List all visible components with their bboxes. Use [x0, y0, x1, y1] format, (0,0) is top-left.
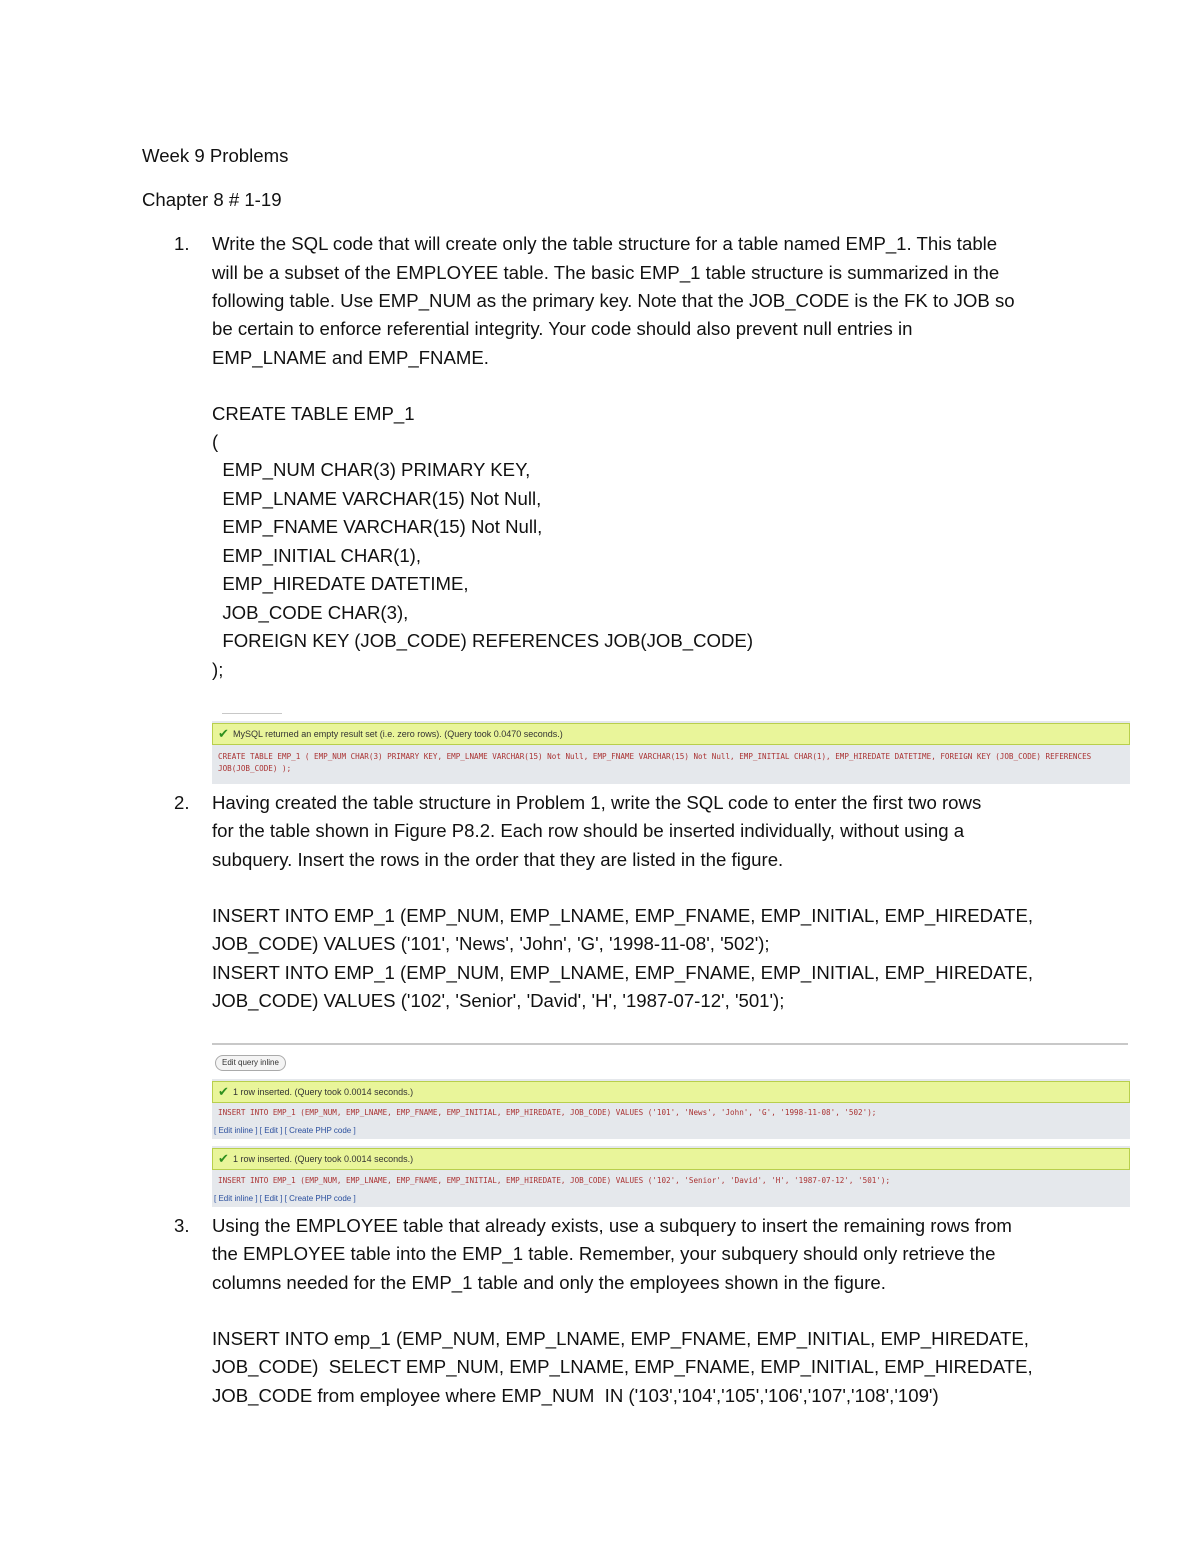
problem-1-code-line: JOB_CODE CHAR(3),	[212, 602, 409, 623]
screenshot-divider	[222, 713, 282, 714]
problem-1-code-line: CREATE TABLE EMP_1	[212, 403, 415, 424]
success-message-bar	[212, 1081, 1130, 1103]
problem-3-code-line: JOB_CODE) SELECT EMP_NUM, EMP_LNAME, EMP_FNAME, EMP_INITIAL, EMP_HIREDATE,	[212, 1356, 1033, 1377]
success-message: 1 row inserted. (Query took 0.0014 seconds.)	[233, 1087, 414, 1097]
success-message-bar	[212, 723, 1130, 745]
problem-2-code-line: INSERT INTO EMP_1 (EMP_NUM, EMP_LNAME, EMP_FNAME, EMP_INITIAL, EMP_HIREDATE,	[212, 905, 1034, 926]
problem-3-number: 3.	[174, 1215, 190, 1236]
problem-2-result-2-screenshot	[212, 1146, 1130, 1207]
problem-1-code-line: EMP_INITIAL CHAR(1),	[212, 545, 422, 566]
problem-1-text-line: EMP_LNAME and EMP_FNAME.	[212, 347, 489, 368]
check-icon: ✔	[218, 1151, 229, 1166]
problem-3-text-line: columns needed for the EMP_1 table and only the employees shown in the figure.	[212, 1272, 886, 1293]
document-title: Week 9 Problems	[142, 145, 289, 166]
problem-1-code-line: EMP_LNAME VARCHAR(15) Not Null,	[212, 488, 542, 509]
problem-1-result-screenshot	[212, 721, 1130, 784]
chapter-heading: Chapter 8 # 1-19	[142, 189, 282, 210]
problem-1-code-line: EMP_FNAME VARCHAR(15) Not Null,	[212, 516, 543, 537]
problem-1-code-line: EMP_HIREDATE DATETIME,	[212, 573, 469, 594]
success-message-bar	[212, 1148, 1130, 1170]
problem-2-text-line: Having created the table structure in Problem 1, write the SQL code to enter the first two rows	[212, 792, 982, 813]
problem-2-code-line: JOB_CODE) VALUES ('102', 'Senior', 'David', 'H', '1987-07-12', '501');	[212, 990, 785, 1011]
problem-2-number: 2.	[174, 792, 190, 813]
problem-1-text-line: will be a subset of the EMPLOYEE table. The basic EMP_1 table structure is summarized in the	[212, 262, 1000, 283]
problem-2-code-line: INSERT INTO EMP_1 (EMP_NUM, EMP_LNAME, EMP_FNAME, EMP_INITIAL, EMP_HIREDATE,	[212, 962, 1034, 983]
problem-3-text-line: the EMPLOYEE table into the EMP_1 table. Remember, your subquery should only retrieve the	[212, 1243, 996, 1264]
edit-query-inline-button[interactable]: Edit query inline	[215, 1055, 286, 1071]
screenshot-divider	[212, 1043, 1128, 1045]
problem-2-result-1-screenshot	[212, 1079, 1130, 1139]
problem-1-code-line: EMP_NUM CHAR(3) PRIMARY KEY,	[212, 459, 531, 480]
check-icon: ✔	[218, 1084, 229, 1099]
problem-1-code-line: );	[212, 659, 224, 680]
problem-3-text-line: Using the EMPLOYEE table that already exists, use a subquery to insert the remaining rows from	[212, 1215, 1012, 1236]
result-action-links[interactable]: [ Edit inline ] [ Edit ] [ Create PHP code ]	[214, 1194, 356, 1203]
result-action-links[interactable]: [ Edit inline ] [ Edit ] [ Create PHP code ]	[214, 1126, 356, 1135]
problem-1-text-line: following table. Use EMP_NUM as the primary key. Note that the JOB_CODE is the FK to JOB so	[212, 290, 1015, 311]
executed-sql-line: CREATE TABLE EMP_1 ( EMP_NUM CHAR(3) PRIMARY KEY, EMP_LNAME VARCHAR(15) Not Null, EMP_FNAME VARCHAR(15) Not Null, EMP_INITIAL CHAR(1), EMP_HIREDATE DATETIME, FOREIGN KEY (JOB_CODE) REFERENCES	[218, 752, 1092, 761]
problem-1-code-line: (	[212, 431, 219, 452]
success-message: MySQL returned an empty result set (i.e. zero rows). (Query took 0.0470 seconds.)	[233, 729, 563, 739]
problem-1-text-line: be certain to enforce referential integrity. Your code should also prevent null entries in	[212, 318, 913, 339]
problem-2-text-line: subquery. Insert the rows in the order that they are listed in the figure.	[212, 849, 784, 870]
problem-2-code-line: JOB_CODE) VALUES ('101', 'News', 'John', 'G', '1998-11-08', '502');	[212, 933, 770, 954]
problem-1-number: 1.	[174, 233, 190, 254]
problem-3-code-line: JOB_CODE from employee where EMP_NUM IN ('103','104','105','106','107','108','109')	[212, 1385, 939, 1406]
problem-1-code-line: FOREIGN KEY (JOB_CODE) REFERENCES JOB(JOB_CODE)	[212, 630, 754, 651]
check-icon: ✔	[218, 726, 229, 741]
problem-2-text-line: for the table shown in Figure P8.2. Each row should be inserted individually, without using a	[212, 820, 965, 841]
executed-sql-line: INSERT INTO EMP_1 (EMP_NUM, EMP_LNAME, EMP_FNAME, EMP_INITIAL, EMP_HIREDATE, JOB_CODE) VALUES ('102', 'Senior', 'David', 'H', '1987-07-12', '501');	[218, 1176, 891, 1185]
problem-1-text-line: Write the SQL code that will create only the table structure for a table named EMP_1. This table	[212, 233, 998, 254]
problem-3-code-line: INSERT INTO emp_1 (EMP_NUM, EMP_LNAME, EMP_FNAME, EMP_INITIAL, EMP_HIREDATE,	[212, 1328, 1029, 1349]
success-message: 1 row inserted. (Query took 0.0014 seconds.)	[233, 1154, 414, 1164]
executed-sql-line: INSERT INTO EMP_1 (EMP_NUM, EMP_LNAME, EMP_FNAME, EMP_INITIAL, EMP_HIREDATE, JOB_CODE) VALUES ('101', 'News', 'John', 'G', '1998-11-08', '502');	[218, 1108, 877, 1117]
executed-sql-line: JOB(JOB_CODE) );	[218, 764, 292, 773]
